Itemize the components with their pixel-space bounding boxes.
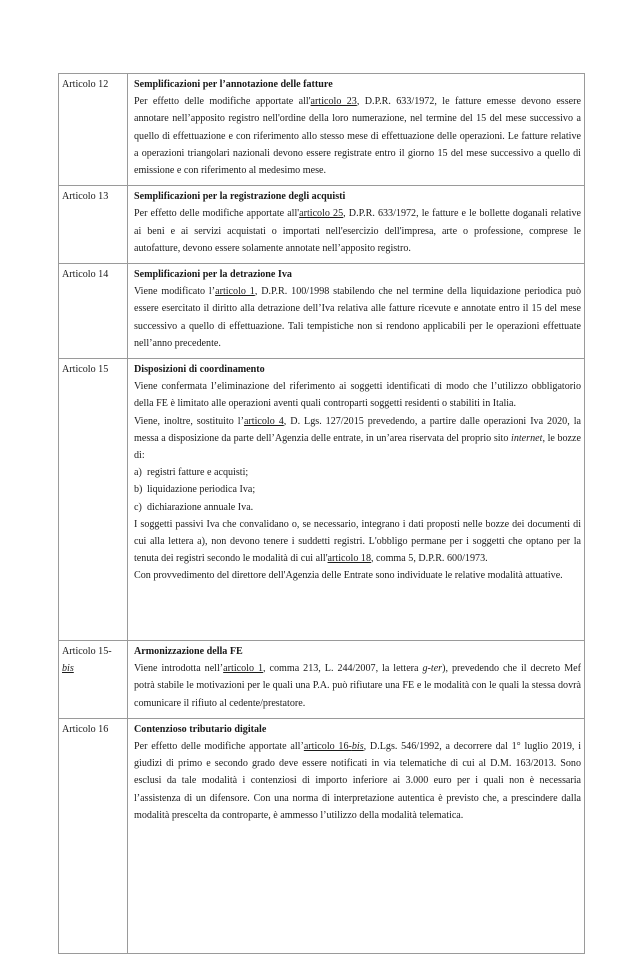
article-number: Articolo 16 <box>59 718 128 953</box>
text-run: , D.P.R. 633/1972, le fatture emesse devono essere annotare nell’apposito registro nell'ordine della loro numerazione, nel termine del 15 del mese successivo a quello di effettuazione e con riferimento allo stesso mese di effettuazione delle operazioni. Le fatture relative a operazioni triangolari nazionali devono essere registrate entro il giorno 15 del mese successivo a quello di emissione e con riferimento al medesimo mese. <box>134 96 581 177</box>
law-reference-link[interactable] <box>304 741 364 752</box>
text-run: , D.Lgs. 546/1992, a decorrere dal 1° luglio 2019, i giudizi di primo e secondo grado deve essere notificati in via telematiche di cui al D.M. 163/2013. Sono esclusi da tale modalità i contenziosi di importo inferiore ai 3.000 euro per i quali non è necessaria l’assistenza di un difensore. Con una norma di interpretazione autentica è previsto che, a prescindere dalla modalità prescelta da controparte, è ammesso l’utilizzo della modalità telematica. <box>134 741 581 821</box>
article-paragraph <box>134 283 581 352</box>
text-run: , D. Lgs. 127/2015 prevedendo, a partire dalle operazioni Iva 2020, la messa a disposizione da parte dell’Agenzia delle entrate, in un’area riservata del proprio sito <box>134 415 581 444</box>
table-row <box>59 186 585 264</box>
article-paragraph <box>134 93 581 179</box>
text-run: Viene modificato l’ <box>134 286 216 298</box>
table-row <box>59 264 585 359</box>
list-marker: b) <box>134 484 143 496</box>
article-content <box>128 264 585 359</box>
law-reference-link[interactable]: articolo 23 <box>310 96 357 108</box>
article-paragraph <box>134 738 581 824</box>
article-title: Armonizzazione della FE <box>134 646 243 658</box>
list-item-text: dichiarazione annuale Iva. <box>147 501 254 513</box>
list-marker: a) <box>134 467 142 479</box>
article-paragraph: Con provvedimento del direttore dell'Agenzia delle Entrate sono individuate le relative modalità attuative. <box>134 570 563 582</box>
article-content <box>128 186 585 264</box>
article-number: Articolo 14 <box>59 264 128 359</box>
text-run: Articolo 15- <box>62 646 112 658</box>
text-run: g-ter <box>422 663 443 675</box>
article-content <box>128 641 585 719</box>
law-reference-link[interactable]: articolo 1 <box>215 286 255 298</box>
text-run: , le bozze di: <box>134 432 581 462</box>
article-paragraph <box>134 660 581 712</box>
list-item <box>134 481 581 498</box>
text-run: internet <box>511 432 543 444</box>
article-number: Articolo 13 <box>59 186 128 264</box>
article-paragraph <box>134 205 581 257</box>
text-run: Per effetto delle modifiche apportate all' <box>134 96 311 108</box>
text-run: , D.P.R. 100/1998 stabilendo che nel termine della liquidazione periodica può essere esercitato il diritto alla detrazione dell’Iva relativa alle fatture ricevute e annotate entro il 15 del mese successivo a quello di effettuazione. Tali tempistiche non si rendono applicabili per le operazioni effettuate nell’anno precedente. <box>134 286 581 349</box>
article-content <box>128 359 585 641</box>
article-number: Articolo 15 <box>59 359 128 641</box>
list-item <box>134 464 581 481</box>
text-run: ), prevedendo che il decreto Mef potrà stabile le motivazioni per le quali una P.A. può rifiutare una FE e le modalità con le quali la stessa dovrà comunicare il rifiuto al cedente/prestatore. <box>134 663 582 709</box>
table-row <box>59 641 585 719</box>
law-reference-link[interactable]: articolo 4 <box>243 415 284 427</box>
documents-list <box>134 464 581 516</box>
text-run: bis <box>351 741 364 753</box>
text-run: Viene, inoltre, sostituito l’ <box>134 415 244 427</box>
article-title: Semplificazioni per la registrazione degli acquisti <box>134 191 346 203</box>
law-reference-link[interactable]: articolo 18 <box>327 553 371 565</box>
articles-table <box>58 73 585 954</box>
text-run: Per effetto delle modifiche apportate all’ <box>134 741 304 753</box>
article-title: Semplificazioni per l’annotazione delle fatture <box>134 79 333 90</box>
text-run: Viene introdotta nell’ <box>134 663 224 675</box>
article-paragraph: Viene confermata l’eliminazione del riferimento ai soggetti identificati di modo che l’utilizzo obbligatorio della FE è limitato alle operazioni aventi quali controparti soggetti residenti o stabiliti in Italia. <box>134 381 581 410</box>
article-content <box>128 74 585 186</box>
article-content <box>128 718 585 953</box>
table-row <box>59 359 585 641</box>
text-run: , comma 5, D.P.R. 600/1973. <box>371 553 488 565</box>
text-run: articolo 16- <box>303 741 352 753</box>
article-paragraph <box>134 413 581 465</box>
list-item-text: registri fatture e acquisti; <box>147 467 249 479</box>
text-run: bis <box>62 663 74 675</box>
article-number: Articolo 12 <box>59 74 128 186</box>
list-item-text: liquidazione periodica Iva; <box>147 484 256 496</box>
article-number <box>59 641 128 719</box>
article-paragraph <box>134 516 581 568</box>
text-run: I soggetti passivi Iva che convalidano o, se necessario, integrano i dati proposti nelle bozze dei documenti di cui alla lettera a), non devono tenere i suddetti registri. L'obbligo permane per i soggetti che optano per la tenuta dei registri secondo le modalità di cui all' <box>134 518 581 565</box>
table-row <box>59 718 585 953</box>
text-run: , D.P.R. 633/1972, le fatture e le bollette doganali relative ai beni e ai servizi acquistati o importati nell'esercizio dell'impresa, arte o professione, comprese le autofatture, devono essere solamente annotate nell’apposito registro. <box>134 208 582 254</box>
article-title: Semplificazioni per la detrazione Iva <box>134 269 292 281</box>
list-marker: c) <box>134 501 142 513</box>
text-run: Per effetto delle modifiche apportate all' <box>134 208 300 220</box>
list-item <box>134 499 581 516</box>
article-title: Contenzioso tributario digitale <box>134 723 267 735</box>
article-title: Disposizioni di coordinamento <box>134 364 265 376</box>
table-row <box>59 74 585 186</box>
law-reference-link[interactable]: articolo 25 <box>299 208 344 220</box>
law-reference-link[interactable]: articolo 1 <box>223 663 264 675</box>
document-page <box>58 73 585 954</box>
text-run: , comma 213, L. 244/2007, la lettera <box>263 663 423 675</box>
